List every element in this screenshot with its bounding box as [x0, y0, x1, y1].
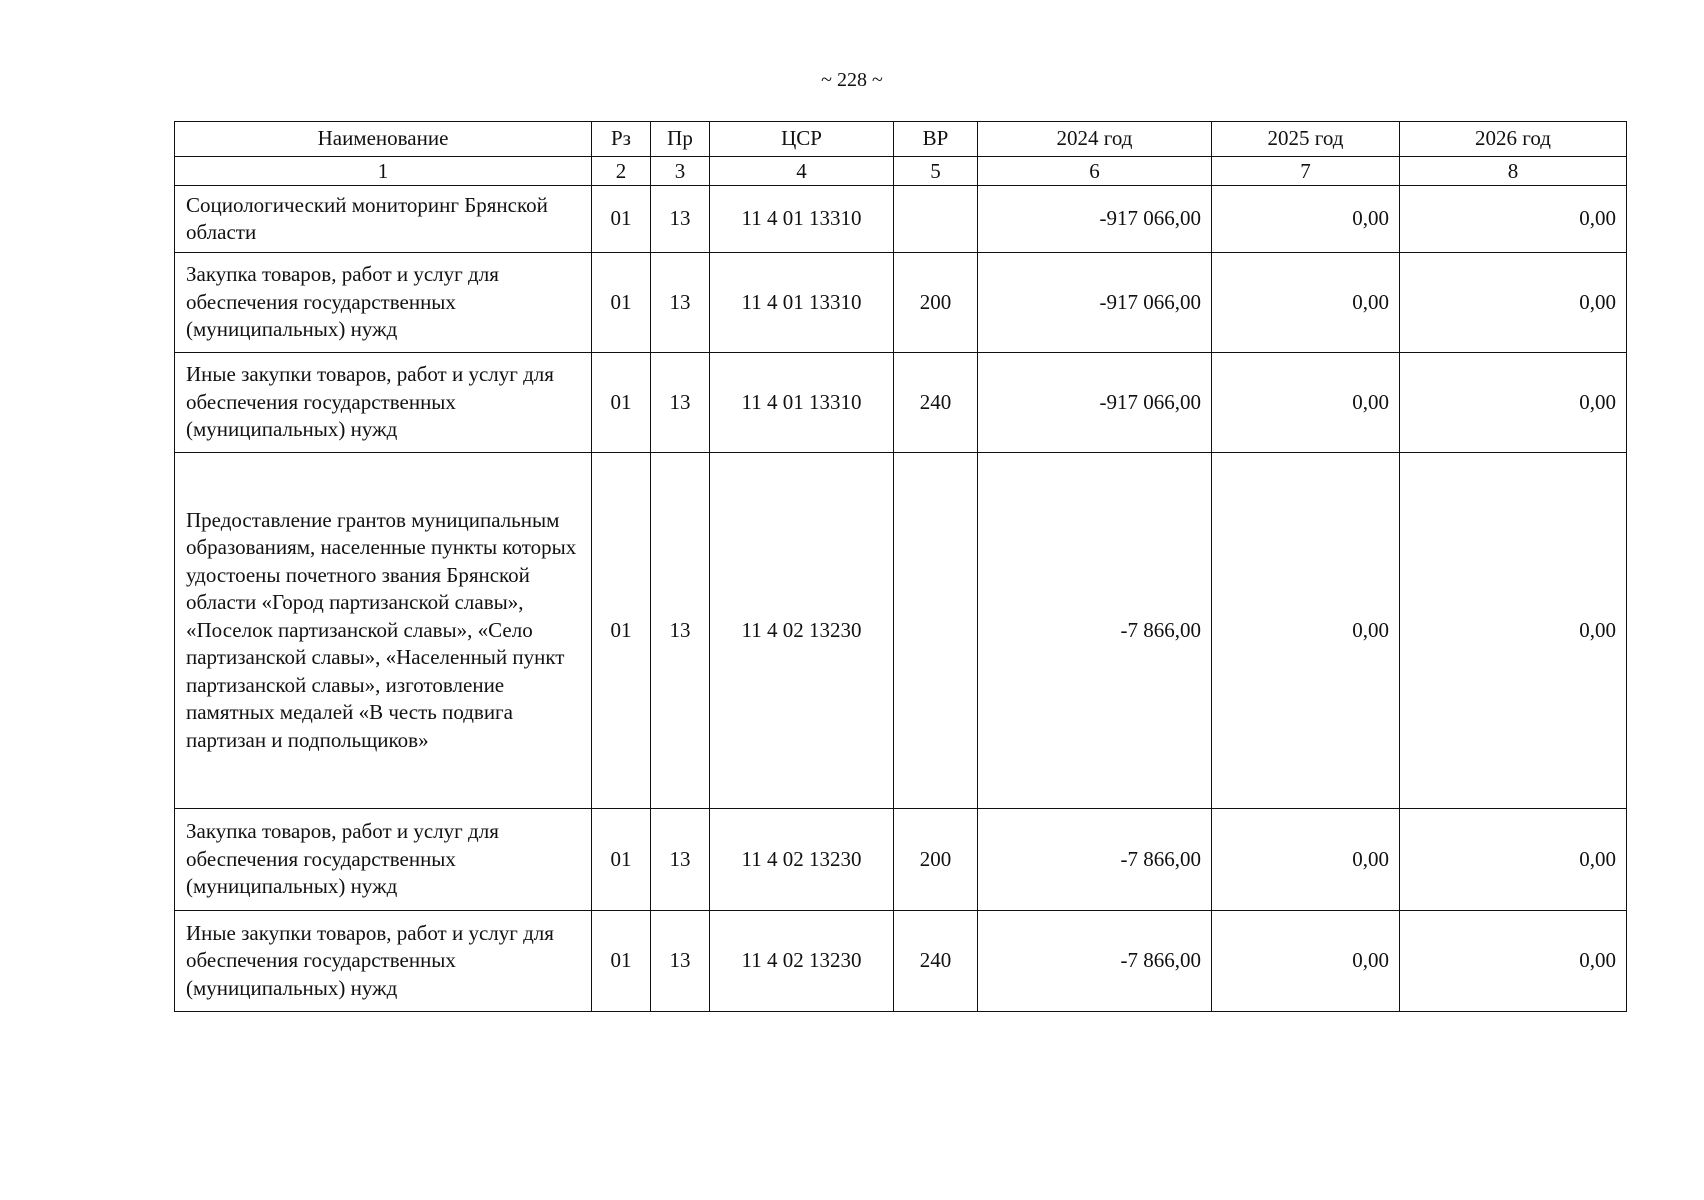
row-csr: 11 4 02 13230	[710, 453, 894, 809]
col-header-name: Наименование	[175, 122, 592, 157]
column-number-row	[175, 157, 1627, 186]
table-row	[175, 911, 1627, 1012]
row-rz: 01	[592, 809, 651, 911]
table-row	[175, 809, 1627, 911]
table-row	[175, 353, 1627, 453]
row-rz: 01	[592, 911, 651, 1012]
table-row	[175, 186, 1627, 253]
col-header-pr: Пр	[651, 122, 710, 157]
row-2025: 0,00	[1212, 186, 1400, 253]
row-vr: 240	[894, 911, 978, 1012]
row-name: Закупка товаров, работ и услуг для обеспечения государственных (муниципальных) нужд	[175, 809, 592, 911]
col-header-2024: 2024 год	[978, 122, 1212, 157]
row-vr	[894, 453, 978, 809]
table-row	[175, 453, 1627, 809]
col-header-csr: ЦСР	[710, 122, 894, 157]
page-number: ~ 228 ~	[821, 69, 883, 91]
row-vr: 200	[894, 809, 978, 911]
row-vr: 240	[894, 353, 978, 453]
row-pr: 13	[651, 353, 710, 453]
row-2026: 0,00	[1400, 809, 1627, 911]
row-csr: 11 4 01 13310	[710, 353, 894, 453]
row-2026: 0,00	[1400, 253, 1627, 353]
row-2025: 0,00	[1212, 353, 1400, 453]
row-csr: 11 4 02 13230	[710, 911, 894, 1012]
row-2024: -7 866,00	[978, 911, 1212, 1012]
row-2026: 0,00	[1400, 186, 1627, 253]
col-number: 8	[1400, 157, 1627, 186]
row-rz: 01	[592, 353, 651, 453]
row-2024: -7 866,00	[978, 809, 1212, 911]
row-2025: 0,00	[1212, 911, 1400, 1012]
col-number: 1	[175, 157, 592, 186]
row-rz: 01	[592, 186, 651, 253]
row-2026: 0,00	[1400, 911, 1627, 1012]
col-header-vr: ВР	[894, 122, 978, 157]
row-vr: 200	[894, 253, 978, 353]
row-name: Социологический мониторинг Брянской области	[175, 186, 592, 253]
col-header-2025: 2025 год	[1212, 122, 1400, 157]
col-number: 7	[1212, 157, 1400, 186]
row-2024: -7 866,00	[978, 453, 1212, 809]
row-2025: 0,00	[1212, 453, 1400, 809]
row-pr: 13	[651, 809, 710, 911]
col-number: 6	[978, 157, 1212, 186]
row-vr	[894, 186, 978, 253]
row-pr: 13	[651, 253, 710, 353]
row-csr: 11 4 01 13310	[710, 253, 894, 353]
row-pr: 13	[651, 911, 710, 1012]
row-rz: 01	[592, 453, 651, 809]
row-pr: 13	[651, 453, 710, 809]
row-2024: -917 066,00	[978, 353, 1212, 453]
row-2024: -917 066,00	[978, 253, 1212, 353]
row-2026: 0,00	[1400, 353, 1627, 453]
row-2024: -917 066,00	[978, 186, 1212, 253]
col-number: 5	[894, 157, 978, 186]
table-row	[175, 253, 1627, 353]
row-2025: 0,00	[1212, 253, 1400, 353]
row-name: Иные закупки товаров, работ и услуг для обеспечения государственных (муниципальных) нужд	[175, 911, 592, 1012]
row-name: Иные закупки товаров, работ и услуг для обеспечения государственных (муниципальных) нужд	[175, 353, 592, 453]
row-name: Закупка товаров, работ и услуг для обеспечения государственных (муниципальных) нужд	[175, 253, 592, 353]
col-number: 2	[592, 157, 651, 186]
row-name: Предоставление грантов муниципальным образованиям, населенные пункты которых удостоены почетного звания Брянской области «Город партизанской славы», «Поселок партизанской славы», «Село партизанской славы», «Населенный пункт партизанской славы», изготовление памятных медалей «В честь подвига партизан и подпольщиков»	[175, 453, 592, 809]
row-pr: 13	[651, 186, 710, 253]
row-csr: 11 4 01 13310	[710, 186, 894, 253]
col-header-2026: 2026 год	[1400, 122, 1627, 157]
col-number: 3	[651, 157, 710, 186]
row-2025: 0,00	[1212, 809, 1400, 911]
row-2026: 0,00	[1400, 453, 1627, 809]
col-number: 4	[710, 157, 894, 186]
col-header-rz: Рз	[592, 122, 651, 157]
budget-table	[174, 121, 1627, 1012]
row-csr: 11 4 02 13230	[710, 809, 894, 911]
header-row	[175, 122, 1627, 157]
row-rz: 01	[592, 253, 651, 353]
